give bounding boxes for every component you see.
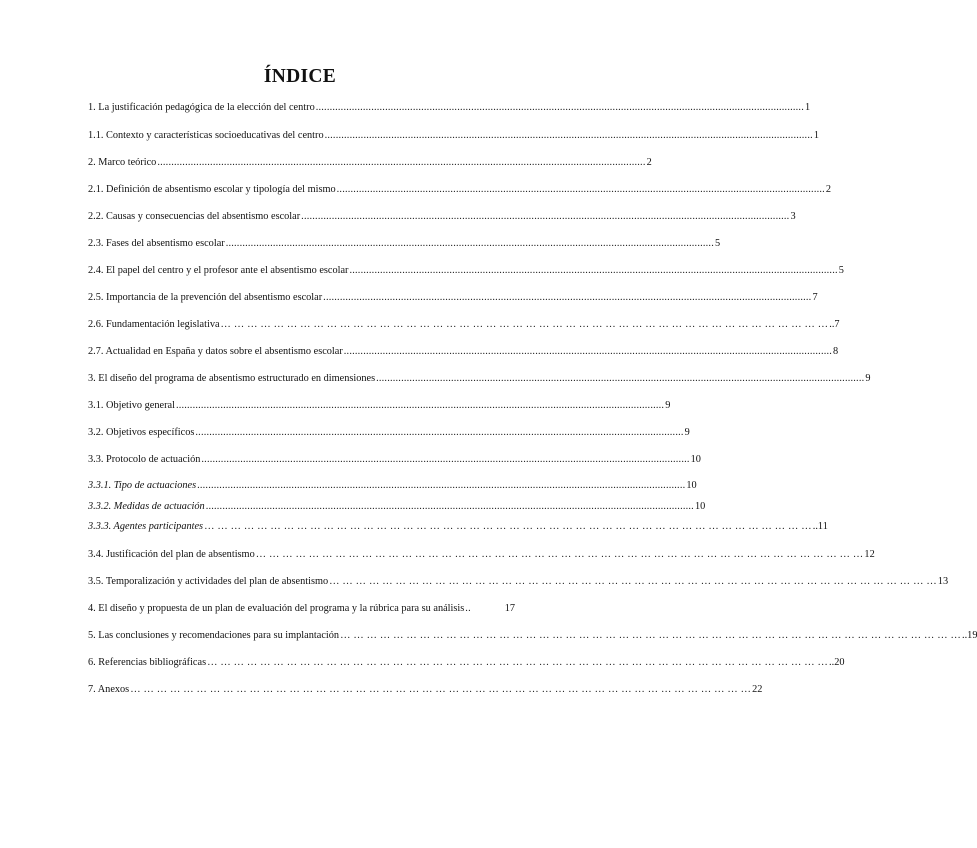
toc-entry-label: 2. Marco teórico bbox=[88, 157, 157, 168]
toc-page-number: 13 bbox=[937, 576, 949, 587]
page-title: ÍNDICE bbox=[263, 66, 337, 87]
toc-page-number: 7 bbox=[812, 292, 818, 303]
toc-entry[interactable] bbox=[88, 209, 796, 223]
toc-page-number: ..11 bbox=[812, 521, 828, 532]
toc-leader: … … … … … … … … … … … … … … … … … … … … … … … … … … … … … … … … … … … … … … … … … … … … … … bbox=[329, 576, 937, 587]
toc-entry[interactable] bbox=[88, 263, 844, 277]
toc-page-number: ..19 bbox=[962, 630, 977, 641]
toc-entry-label: 3.5. Temporalización y actividades del plan de absentismo bbox=[88, 576, 329, 587]
toc-entry-label: 2.6. Fundamentación legislativa bbox=[88, 319, 220, 330]
toc-entry-label: 5. Las conclusiones y recomendaciones para su implantación bbox=[88, 630, 340, 641]
toc-entry-label: 3.1. Objetivo general bbox=[88, 400, 175, 411]
toc-entry-label: 3.3. Protocolo de actuación bbox=[88, 454, 201, 465]
toc-entry-label: 3. El diseño del programa de absentismo estructurado en dimensiones bbox=[88, 373, 376, 384]
toc-entry-label: 1. La justificación pedagógica de la elección del centro bbox=[88, 102, 315, 113]
toc-entry-label: 3.3.1. Tipo de actuaciones bbox=[88, 480, 197, 491]
toc-entry-label: 2.2. Causas y consecuencias del absentismo escolar bbox=[88, 211, 301, 222]
toc-leader: ................................................................................................................................................................................ bbox=[343, 346, 833, 357]
toc-leader: ................................................................................................................................................................................ bbox=[376, 373, 865, 384]
toc-entry[interactable] bbox=[88, 344, 839, 358]
toc-entry[interactable] bbox=[88, 182, 832, 196]
toc-leader: … … … … … … … … … … … … … … … … … … … … … … … … … … … … … … … … … … … … … … … … … … … … … … … bbox=[340, 630, 962, 641]
toc-entry[interactable] bbox=[88, 371, 871, 385]
toc-page-number: 10 bbox=[694, 501, 706, 512]
toc-page-number: 17 bbox=[504, 603, 515, 614]
toc-subentry[interactable] bbox=[88, 519, 828, 533]
toc-page-number: 5 bbox=[838, 265, 844, 276]
toc-leader: … … … … … … … … … … … … … … … … … … … … … … … … … … … … … … … … … … … … … … … … … … … … … … bbox=[204, 521, 812, 532]
toc-entry[interactable] bbox=[88, 398, 671, 412]
toc-leader: … … … … … … … … … … … … … … … … … … … … … … … … … … … … … … … … … … … … … … … … … … … … … … bbox=[255, 549, 864, 560]
toc-entry-label: 2.3. Fases del absentismo escolar bbox=[88, 238, 225, 249]
toc-leader: ................................................................................................................................................................................ bbox=[315, 102, 804, 113]
toc-page-number: 9 bbox=[665, 400, 671, 411]
toc-leader: ................................................................................................................................................................................ bbox=[175, 400, 665, 411]
toc-entry[interactable] bbox=[88, 682, 763, 696]
toc-page-number: 3 bbox=[790, 211, 796, 222]
toc-leader: … … … … … … … … … … … … … … … … … … … … … … … … … … … … … … … … … … … … … … … … … … … … … … … bbox=[130, 684, 752, 695]
toc-entry-label: 3.4. Justificación del plan de absentismo bbox=[88, 549, 255, 560]
toc-page-number: ..20 bbox=[829, 657, 845, 668]
toc-page-number: 10 bbox=[690, 454, 701, 465]
toc-subentry[interactable] bbox=[88, 499, 706, 513]
toc-entry[interactable] bbox=[88, 574, 949, 588]
toc-page-number: 2 bbox=[646, 157, 652, 168]
toc-leader: ................................................................................................................................................................................ bbox=[324, 130, 813, 141]
toc-entry[interactable] bbox=[88, 128, 820, 142]
toc-page-number: 9 bbox=[865, 373, 871, 384]
toc-entry[interactable] bbox=[88, 290, 818, 304]
toc-leader: ................................................................................................................................................................................ bbox=[205, 501, 694, 512]
toc-entry-label: 3.2. Objetivos específicos bbox=[88, 427, 195, 438]
toc-page-number: 2 bbox=[825, 184, 832, 195]
toc-entry[interactable] bbox=[88, 628, 977, 642]
toc-page-number: 9 bbox=[684, 427, 690, 438]
toc-page-number: ..7 bbox=[829, 319, 840, 330]
toc-entry-label: 7. Anexos bbox=[88, 684, 130, 695]
toc-page-number: 5 bbox=[714, 238, 721, 249]
toc-entry[interactable] bbox=[88, 100, 811, 114]
toc-page-number: 1 bbox=[813, 130, 820, 141]
toc-entry[interactable] bbox=[88, 236, 721, 250]
toc-entry[interactable] bbox=[88, 547, 875, 561]
toc-entry-label: 2.1. Definición de absentismo escolar y tipología del mismo bbox=[88, 184, 336, 195]
toc-entry-label: 6. Referencias bibliográficas bbox=[88, 657, 207, 668]
toc-entry[interactable] bbox=[88, 425, 690, 439]
toc-page-number: 12 bbox=[864, 549, 875, 560]
toc-leader: ................................................................................................................................................................................ bbox=[197, 480, 686, 491]
toc-entry-label: 3.3.2. Medidas de actuación bbox=[88, 501, 205, 512]
toc-entry[interactable] bbox=[88, 317, 840, 331]
toc-entry[interactable] bbox=[88, 655, 845, 669]
toc-leader: ................................................................................................................................................................................ bbox=[157, 157, 646, 168]
toc-leader: .. bbox=[465, 603, 471, 614]
toc-leader: ................................................................................................................................................................................ bbox=[301, 211, 790, 222]
toc-page-number: 10 bbox=[686, 480, 697, 491]
toc-leader: … … … … … … … … … … … … … … … … … … … … … … … … … … … … … … … … … … … … … … … … … … … … … … bbox=[220, 319, 829, 330]
toc-leader: ................................................................................................................................................................................ bbox=[349, 265, 838, 276]
toc-leader: … … … … … … … … … … … … … … … … … … … … … … … … … … … … … … … … … … … … … … … … … … … … … … … bbox=[207, 657, 829, 668]
toc-subentry[interactable] bbox=[88, 478, 697, 492]
toc-entry-label: 2.7. Actualidad en España y datos sobre el absentismo escolar bbox=[88, 346, 343, 357]
toc-leader: ................................................................................................................................................................................ bbox=[225, 238, 714, 249]
toc-leader: ................................................................................................................................................................................ bbox=[323, 292, 812, 303]
toc-entry[interactable] bbox=[88, 601, 515, 615]
toc-entry-label: 4. El diseño y propuesta de un plan de evaluación del programa y la rúbrica para su análisis bbox=[88, 603, 465, 614]
toc-leader: ................................................................................................................................................................................ bbox=[201, 454, 690, 465]
toc-leader: ................................................................................................................................................................................ bbox=[336, 184, 825, 195]
toc-page-number: 22 bbox=[752, 684, 763, 695]
toc-page-number: 8 bbox=[833, 346, 839, 357]
toc-entry-label: 2.5. Importancia de la prevención del absentismo escolar bbox=[88, 292, 323, 303]
toc-entry-label: 2.4. El papel del centro y el profesor ante el absentismo escolar bbox=[88, 265, 349, 276]
toc-entry-label: 3.3.3. Agentes participantes bbox=[88, 521, 204, 532]
toc-leader: ................................................................................................................................................................................ bbox=[195, 427, 684, 438]
toc-entry-label: 1.1. Contexto y características socioeducativas del centro bbox=[88, 130, 324, 141]
toc-entry[interactable] bbox=[88, 452, 701, 466]
toc-page-number: 1 bbox=[804, 102, 811, 113]
toc-entry[interactable] bbox=[88, 155, 652, 169]
